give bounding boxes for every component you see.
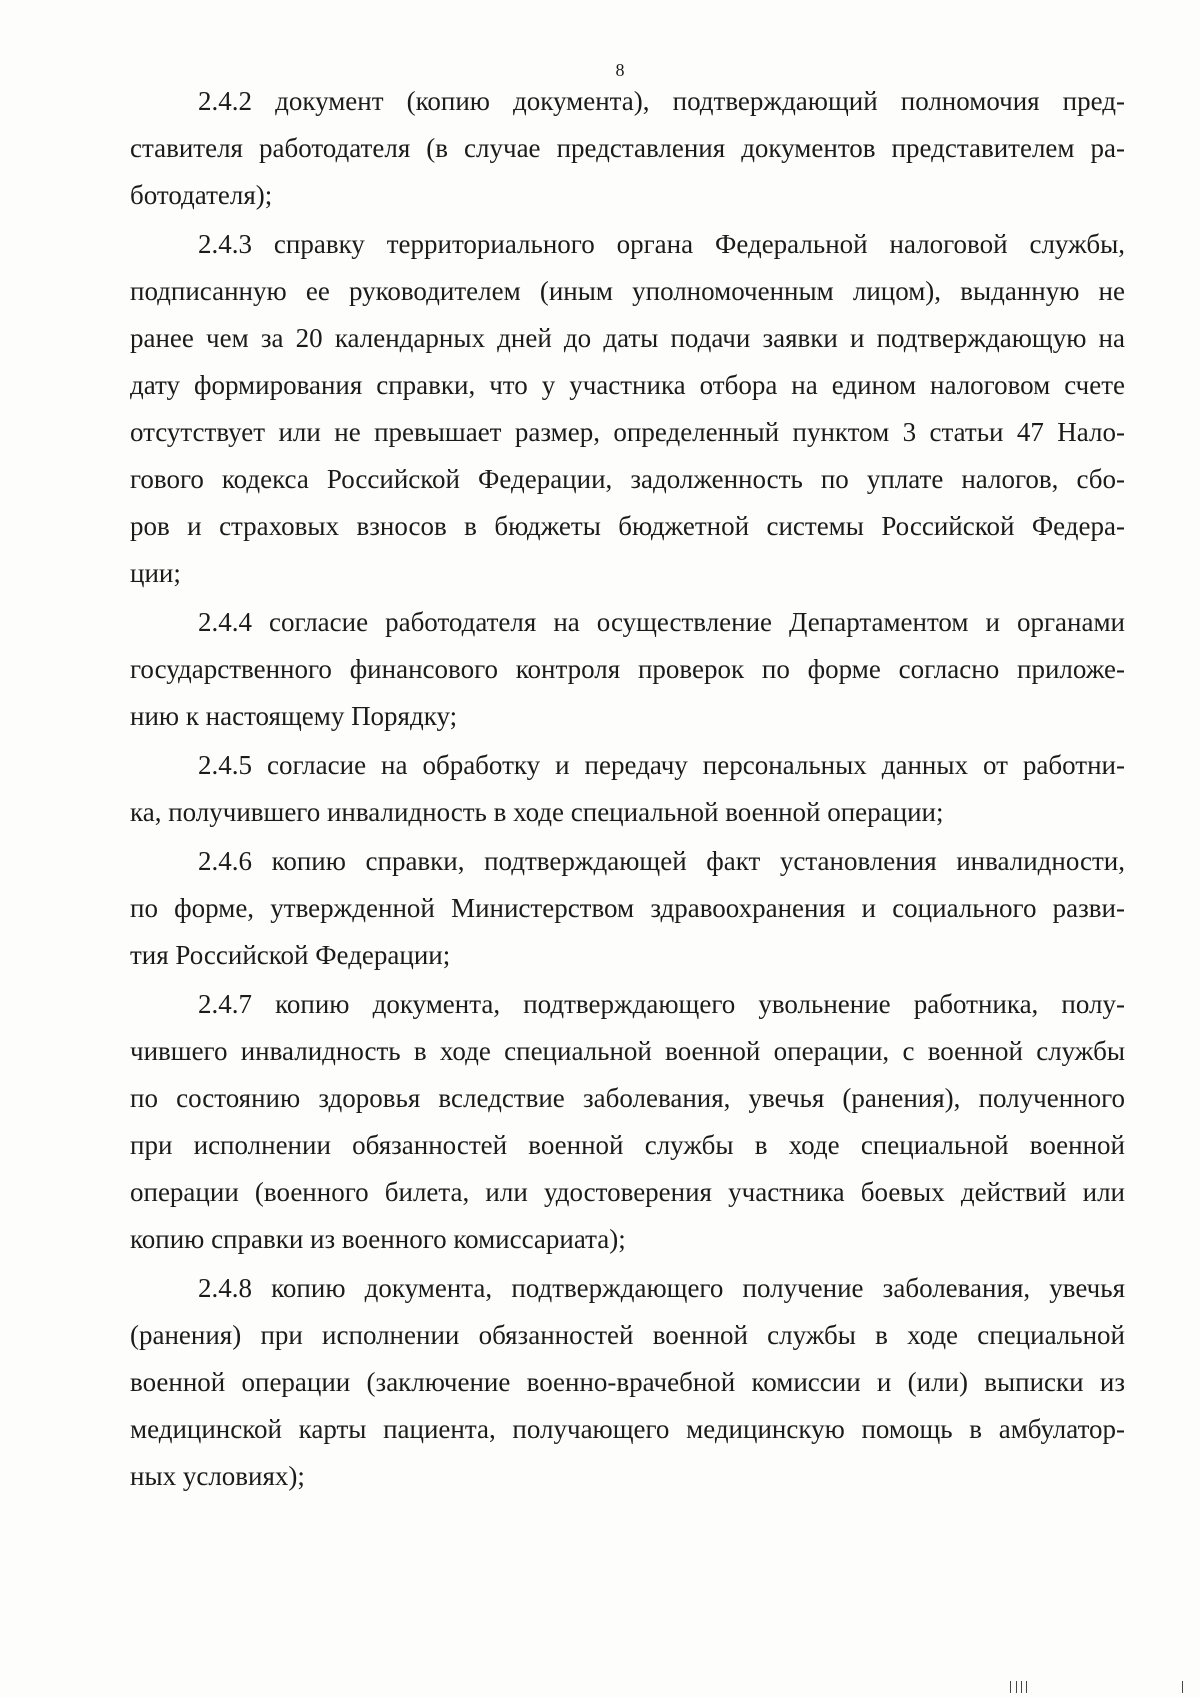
text-line: государственного финансового контроля проверок по форме согласно приложе- — [130, 654, 1125, 684]
text-line: чившего инвалидность в ходе специальной военной операции, с военной службы — [130, 1036, 1125, 1066]
page-number: 8 — [615, 60, 625, 80]
paragraph-2-4-7 — [130, 981, 1125, 1263]
text-line: ров и страховых взносов в бюджеты бюджетной системы Российской Федера- — [130, 511, 1125, 541]
text-line: ка, получившего инвалидность в ходе специальной военной операции; — [130, 797, 944, 827]
text-line: ранее чем за 20 календарных дней до даты подачи заявки и подтверждающую на — [130, 323, 1125, 353]
text-line: 2.4.7 копию документа, подтверждающего увольнение работника, полу- — [198, 989, 1125, 1019]
text-line: 2.4.5 согласие на обработку и передачу персональных данных от работни- — [198, 750, 1125, 780]
text-line: ставителя работодателя (в случае представления документов представителем ра- — [130, 133, 1125, 163]
paragraph-2-4-8 — [130, 1265, 1125, 1500]
text-line: дату формирования справки, что у участника отбора на едином налоговом счете — [130, 370, 1125, 400]
paragraph-2-4-6 — [130, 838, 1125, 979]
scan-artifact — [1182, 1681, 1183, 1693]
text-line: 2.4.8 копию документа, подтверждающего получение заболевания, увечья — [198, 1273, 1125, 1303]
text-line: по состоянию здоровья вследствие заболевания, увечья (ранения), полученного — [130, 1083, 1125, 1113]
paragraph-2-4-4 — [130, 599, 1125, 740]
text-line: ботодателя); — [130, 180, 273, 210]
scan-artifact — [1021, 1681, 1022, 1693]
text-line: медицинской карты пациента, получающего медицинскую помощь в амбулатор- — [130, 1414, 1125, 1444]
text-line: гового кодекса Российской Федерации, задолженность по уплате налогов, сбо- — [130, 464, 1125, 494]
text-line: копию справки из военного комиссариата); — [130, 1224, 626, 1254]
text-line: нию к настоящему Порядку; — [130, 701, 458, 731]
text-line: 2.4.2 документ (копию документа), подтверждающий полномочия пред- — [198, 86, 1125, 116]
paragraph-2-4-3 — [130, 221, 1125, 597]
text-line: тия Российской Федерации; — [130, 940, 451, 970]
text-line: ции; — [130, 558, 181, 588]
text-line: 2.4.4 согласие работодателя на осуществление Департаментом и органами — [198, 607, 1125, 637]
text-line: операции (военного билета, или удостоверения участника боевых действий или — [130, 1177, 1125, 1207]
document-body — [130, 78, 1125, 1502]
text-line: при исполнении обязанностей военной службы в ходе специальной военной — [130, 1130, 1125, 1160]
paragraph-2-4-5 — [130, 742, 1125, 836]
text-line: по форме, утвержденной Министерством здравоохранения и социального разви- — [130, 893, 1125, 923]
text-line: (ранения) при исполнении обязанностей военной службы в ходе специальной — [130, 1320, 1125, 1350]
text-line: ных условиях); — [130, 1461, 305, 1491]
scan-artifact — [1026, 1681, 1027, 1693]
text-line: подписанную ее руководителем (иным уполномоченным лицом), выданную не — [130, 276, 1125, 306]
scan-artifact — [1010, 1681, 1011, 1693]
text-line: 2.4.3 справку территориального органа Федеральной налоговой службы, — [198, 229, 1125, 259]
text-line: 2.4.6 копию справки, подтверждающей факт установления инвалидности, — [198, 846, 1125, 876]
paragraph-2-4-2 — [130, 78, 1125, 219]
scan-artifact — [1016, 1681, 1017, 1693]
text-line: отсутствует или не превышает размер, определенный пунктом 3 статьи 47 Нало- — [130, 417, 1125, 447]
text-line: военной операции (заключение военно-врачебной комиссии и (или) выписки из — [130, 1367, 1125, 1397]
